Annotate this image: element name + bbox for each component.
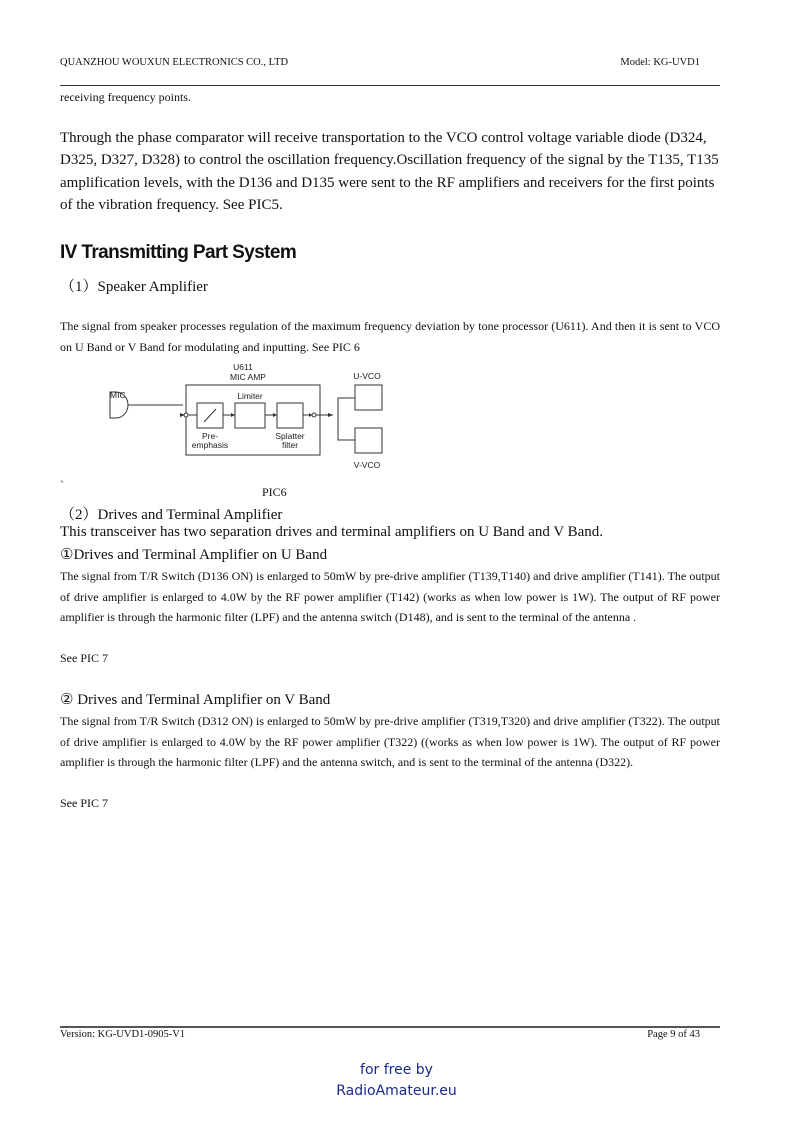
watermark-line1: for free by bbox=[360, 1062, 433, 1078]
u-vco-label: U-VCO bbox=[353, 371, 381, 381]
u-vco-block bbox=[355, 385, 382, 410]
see-pic7-v: See PIC 7 bbox=[60, 796, 108, 810]
see-pic7-u: See PIC 7 bbox=[60, 651, 108, 665]
header-rule bbox=[60, 85, 720, 86]
chip-name-label: MIC AMP bbox=[230, 372, 266, 382]
footer-version: Version: KG-UVD1-0905-V1 bbox=[60, 1029, 186, 1040]
v-vco-block bbox=[355, 428, 382, 453]
splatter-label-2: filter bbox=[281, 440, 299, 450]
header-company: QUANZHOU WOUXUN ELECTRONICS CO., LTD bbox=[60, 57, 289, 68]
limiter-label: Limiter bbox=[237, 391, 263, 401]
footer-rule bbox=[60, 1026, 720, 1028]
chip-label: U611 bbox=[233, 362, 253, 372]
pre-emphasis-label: Pre- bbox=[201, 431, 219, 441]
pic6-caption: PIC6 bbox=[262, 485, 287, 499]
splatter-filter-block bbox=[277, 403, 303, 428]
v-vco-label: V-VCO bbox=[353, 460, 381, 470]
section-title: IV Transmitting Part System bbox=[60, 242, 297, 263]
intro-line: receiving frequency points. bbox=[60, 90, 191, 104]
header-model: Model: KG-UVD1 bbox=[620, 57, 700, 68]
limiter-block bbox=[235, 403, 265, 428]
footer-page: Page 9 of 43 bbox=[647, 1029, 700, 1040]
mic-amp-diagram bbox=[100, 360, 400, 480]
para-drives: This transceiver has two separation drives and terminal amplifiers on U Band and V Band. bbox=[60, 524, 604, 540]
mic-label: MIC bbox=[110, 390, 126, 400]
para-v-band: The signal from T/R Switch (D312 ON) is enlarged to 50mW by pre-drive amplifier (T319,T320) and drive amplifier (T322). The output of drive amplifier is enlarged to 4.0W by the RF power amplifier (T322) ((works as when low power is 1W). The output of RF power amplifier is through the harmonic filter (LPF) and the antenna switch, and is sent to the terminal of the antenna (D322). bbox=[60, 714, 720, 769]
splatter-label: Splatter bbox=[275, 431, 305, 441]
subheading-speaker: （1）Speaker Amplifier bbox=[60, 279, 208, 295]
pre-emphasis-label-2: emphasis bbox=[191, 440, 229, 450]
subheading-u-band: ①Drives and Terminal Amplifier on U Band bbox=[60, 547, 328, 563]
para-speaker: The signal from speaker processes regulation of the maximum frequency deviation by tone processor (U611). And then it is sent to VCO on U Band or V Band for modulating and inputting. See PIC 6 bbox=[60, 319, 720, 354]
para-u-band: The signal from T/R Switch (D136 ON) is enlarged to 50mW by pre-drive amplifier (T139,T140) and drive amplifier (T141). The output of drive amplifier is enlarged to 4.0W by the RF power amplifier (T142) (works as when low power is 1W). The output of RF power amplifier is through the harmonic filter (LPF) and the antenna switch (D148), and is sent to the terminal of the antenna . bbox=[60, 569, 720, 624]
para-vco: Through the phase comparator will receive transportation to the VCO control voltage variable diode (D324, D325, D327, D328) to control the oscillation frequency.Oscillation frequency of the signal by the T135, T135 amplification levels, with the D136 and D135 were sent to the RF amplifiers and receivers for the first points of the vibration frequency. See PIC5. bbox=[60, 130, 719, 213]
stray-mark: ` bbox=[60, 478, 64, 492]
subheading-v-band: ② Drives and Terminal Amplifier on V Band bbox=[60, 692, 331, 708]
watermark-line2: RadioAmateur.eu bbox=[336, 1083, 457, 1099]
subheading-drives: （2）Drives and Terminal Amplifier bbox=[60, 507, 283, 523]
